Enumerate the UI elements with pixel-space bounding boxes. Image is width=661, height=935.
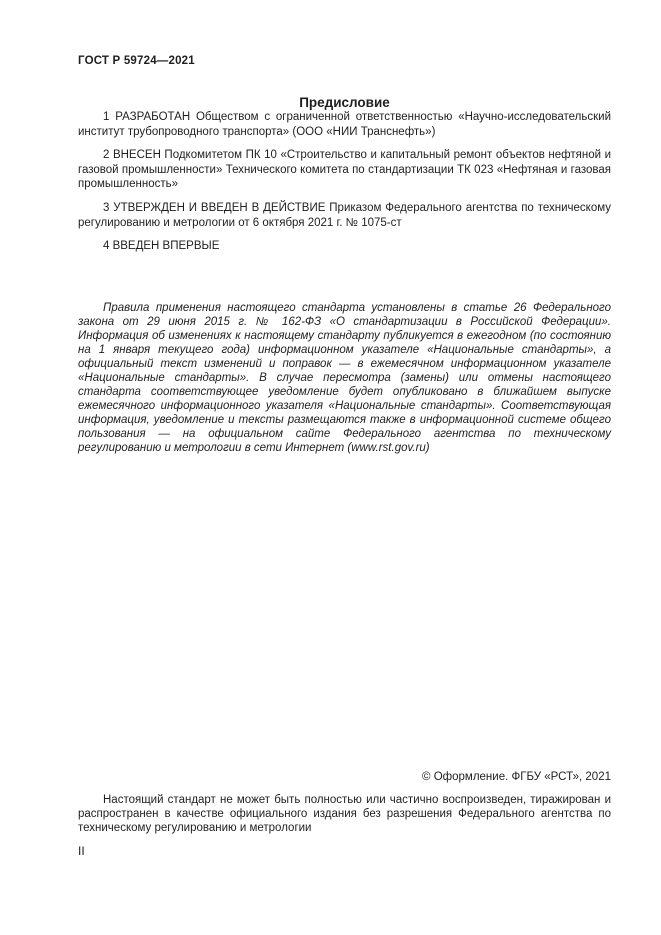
page-number: II (78, 844, 85, 858)
foreword-item-2: 2 ВНЕСЕН Подкомитетом ПК 10 «Строительство и капитальный ремонт объектов нефтяной и газовой промышленности» Технического комитета по стандартизации ТК 023 «Нефтяная и газовая промышленность» (78, 149, 611, 191)
copyright-notice: © Оформление. ФГБУ «РСТ», 2021 (422, 771, 611, 783)
document-code: ГОСТ Р 59724—2021 (78, 55, 195, 67)
foreword-item-4: 4 ВВЕДЕН ВПЕРВЫЕ (103, 240, 220, 253)
page-title: Предисловие (299, 95, 390, 111)
foreword-item-3: 3 УТВЕРЖДЕН И ВВЕДЕН В ДЕЙСТВИЕ Приказом Федерального агентства по техническому регулированию и метрологии от 6 октября 2021 г. № 1075-ст (78, 201, 611, 229)
reproduction-notice: Настоящий стандарт не может быть полностью или частично воспроизведен, тиражирован и распространен в качестве официального издания без разрешения Федерального агентства по техническому регулированию и метрологии (78, 794, 611, 834)
foreword-item-1: 1 РАЗРАБОТАН Обществом с ограниченной ответственностью «Научно-исследовательский институт трубопроводного транспорта» (ООО «НИИ Транснефть») (78, 111, 611, 138)
foreword-section (78, 110, 611, 464)
application-rules-note: Правила применения настоящего стандарта установлены в статье 26 Федерального закона от 29 июня 2015 г. № 162-ФЗ «О стандартизации в Российской Федерации». Информация об изменениях к настоящему стандарту публикуется в ежегодном (по состоянию на 1 января текущего года) информационном указателе «Национальные стандарты», а официальный текст изменений и поправок — в ежемесячном информационном указателе «Национальные стандарты». В случае пересмотра (замены) или отмены настоящего стандарта соответствующее уведомление будет опубликовано в ближайшем выпуске ежемесячного информационного указателя «Национальные стандарты». Соответствующая информация, уведомление и тексты размещаются также в информационной системе общего пользования — на официальном сайте Федерального агентства по техническому регулированию и метрологии в сети Интернет (www.rst.gov.ru) (78, 301, 611, 454)
